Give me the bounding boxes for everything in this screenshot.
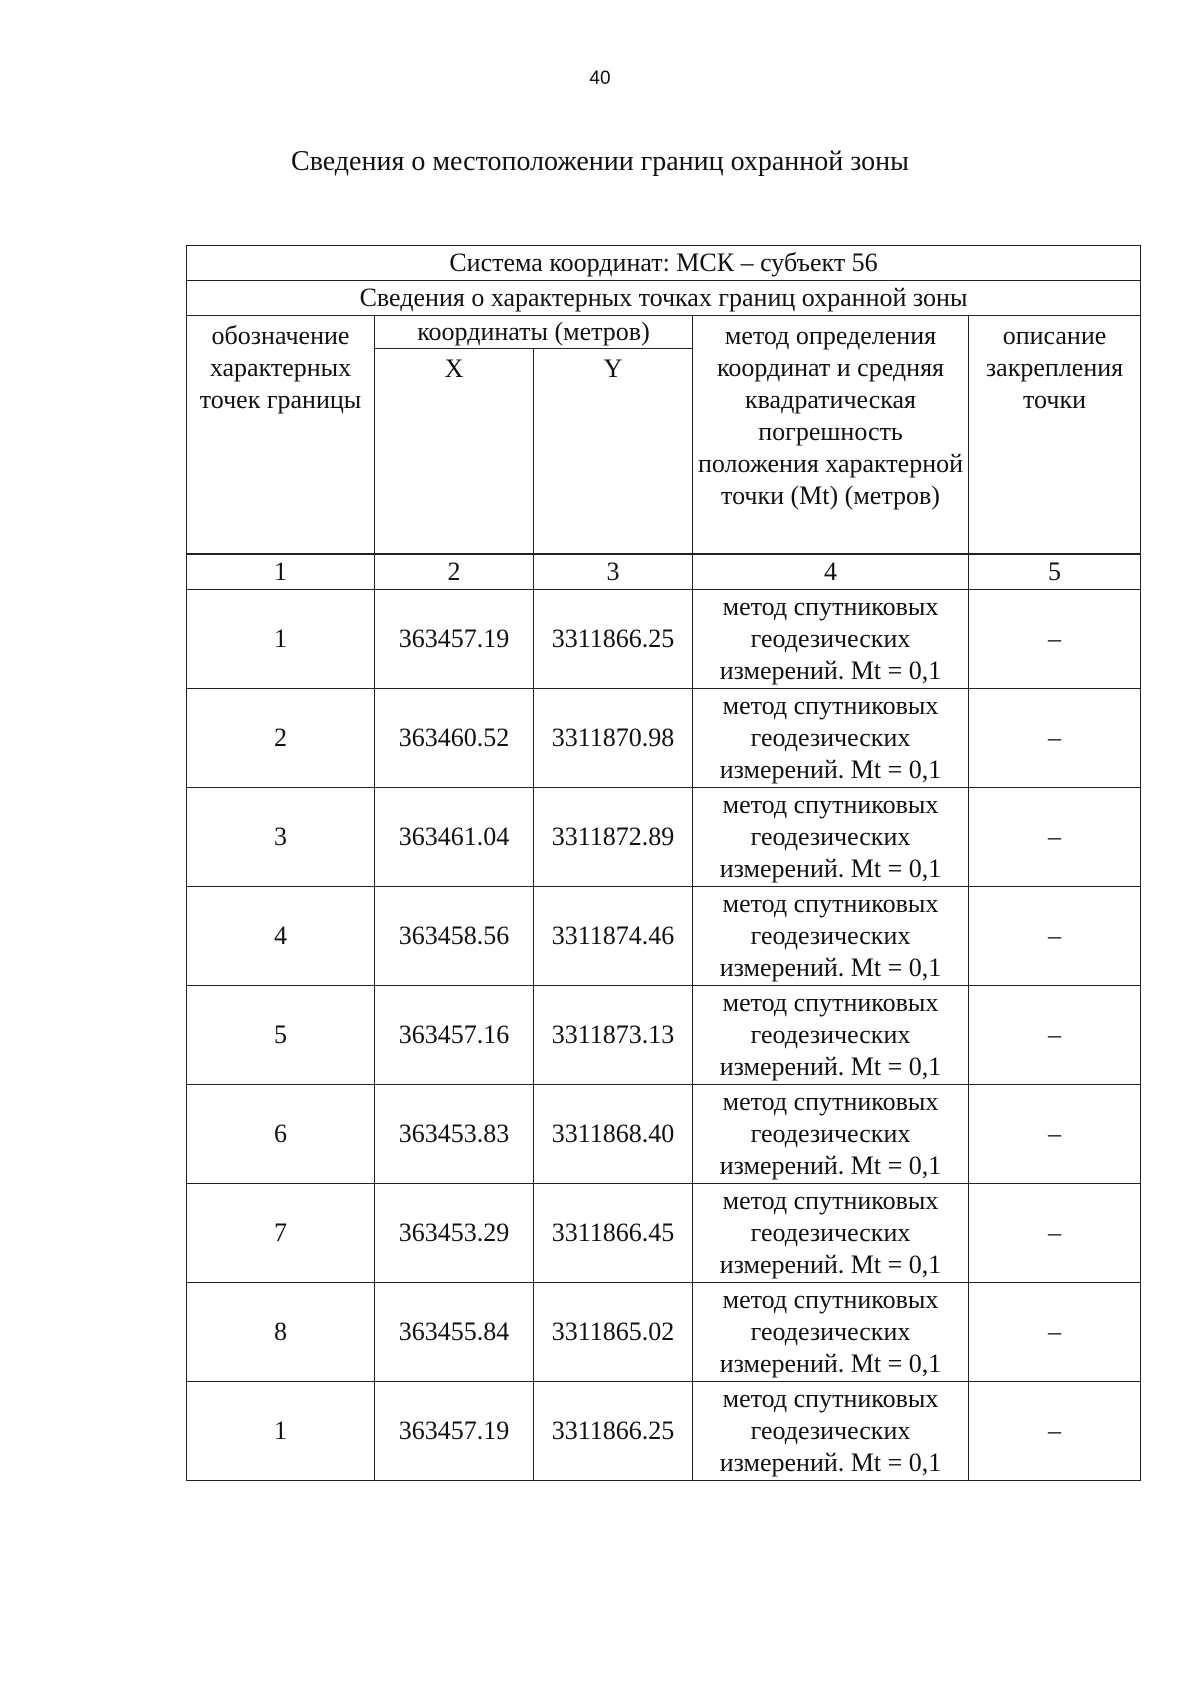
table-row <box>187 986 1141 1085</box>
table-row <box>187 590 1141 689</box>
method-cell: метод спутниковых геодезических измерений. Mt = 0,1 <box>693 1085 969 1184</box>
y-coordinate-cell: 3311866.25 <box>534 1382 693 1481</box>
y-coordinate-cell: 3311866.45 <box>534 1184 693 1283</box>
point-cell: 5 <box>187 986 375 1085</box>
column-numbers-row <box>187 554 1141 590</box>
fixing-description-cell: – <box>969 1085 1141 1184</box>
column-number: 3 <box>534 554 693 590</box>
table-row <box>187 1184 1141 1283</box>
coordinates-header: координаты (метров) <box>375 316 693 349</box>
y-coordinate-cell: 3311866.25 <box>534 590 693 689</box>
method-cell: метод спутниковых геодезических измерений. Mt = 0,1 <box>693 590 969 689</box>
point-cell: 1 <box>187 590 375 689</box>
table-row <box>187 1382 1141 1481</box>
column-number: 1 <box>187 554 375 590</box>
x-coordinate-cell: 363453.83 <box>375 1085 534 1184</box>
fixing-description-cell: – <box>969 1283 1141 1382</box>
y-header: Y <box>534 349 693 555</box>
method-cell: метод спутниковых геодезических измерений. Mt = 0,1 <box>693 1184 969 1283</box>
fixing-description-header: описание закрепления точки <box>969 316 1141 555</box>
method-cell: метод спутниковых геодезических измерений. Mt = 0,1 <box>693 689 969 788</box>
point-cell: 4 <box>187 887 375 986</box>
y-coordinate-cell: 3311873.13 <box>534 986 693 1085</box>
fixing-description-cell: – <box>969 986 1141 1085</box>
table-row <box>187 1283 1141 1382</box>
column-header-row <box>187 316 1141 349</box>
y-coordinate-cell: 3311865.02 <box>534 1283 693 1382</box>
y-coordinate-cell: 3311868.40 <box>534 1085 693 1184</box>
coordinate-system-cell: Система координат: МСК – субъект 56 <box>187 246 1141 281</box>
fixing-description-cell: – <box>969 590 1141 689</box>
table-row <box>187 1085 1141 1184</box>
fixing-description-cell: – <box>969 788 1141 887</box>
y-coordinate-cell: 3311870.98 <box>534 689 693 788</box>
column-number: 4 <box>693 554 969 590</box>
point-cell: 3 <box>187 788 375 887</box>
x-coordinate-cell: 363457.19 <box>375 590 534 689</box>
page-title: Сведения о местоположении границ охранной зоны <box>291 146 909 177</box>
method-cell: метод спутниковых геодезических измерений. Mt = 0,1 <box>693 1283 969 1382</box>
y-coordinate-cell: 3311874.46 <box>534 887 693 986</box>
point-cell: 8 <box>187 1283 375 1382</box>
section-header-row <box>187 281 1141 316</box>
point-cell: 1 <box>187 1382 375 1481</box>
x-coordinate-cell: 363455.84 <box>375 1283 534 1382</box>
point-cell: 6 <box>187 1085 375 1184</box>
method-cell: метод спутниковых геодезических измерений. Mt = 0,1 <box>693 986 969 1085</box>
point-cell: 7 <box>187 1184 375 1283</box>
point-designation-header: обозначение характерных точек границы <box>187 316 375 555</box>
fixing-description-cell: – <box>969 887 1141 986</box>
page-number: 40 <box>589 68 611 89</box>
fixing-description-cell: – <box>969 689 1141 788</box>
column-number: 2 <box>375 554 534 590</box>
x-coordinate-cell: 363453.29 <box>375 1184 534 1283</box>
x-header: X <box>375 349 534 555</box>
method-header: метод определения координат и средняя квадратическая погрешность положения характерной точки (Mt) (метров) <box>693 316 969 555</box>
y-coordinate-cell: 3311872.89 <box>534 788 693 887</box>
method-cell: метод спутниковых геодезических измерений. Mt = 0,1 <box>693 1382 969 1481</box>
method-cell: метод спутниковых геодезических измерений. Mt = 0,1 <box>693 788 969 887</box>
table-row <box>187 689 1141 788</box>
point-cell: 2 <box>187 689 375 788</box>
x-coordinate-cell: 363458.56 <box>375 887 534 986</box>
column-number: 5 <box>969 554 1141 590</box>
fixing-description-cell: – <box>969 1184 1141 1283</box>
method-cell: метод спутниковых геодезических измерений. Mt = 0,1 <box>693 887 969 986</box>
table-row <box>187 887 1141 986</box>
section-header-cell: Сведения о характерных точках границ охранной зоны <box>187 281 1141 316</box>
x-coordinate-cell: 363461.04 <box>375 788 534 887</box>
coordinates-table <box>186 245 1141 1481</box>
fixing-description-cell: – <box>969 1382 1141 1481</box>
x-coordinate-cell: 363457.19 <box>375 1382 534 1481</box>
system-header-row <box>187 246 1141 281</box>
table-row <box>187 788 1141 887</box>
x-coordinate-cell: 363457.16 <box>375 986 534 1085</box>
x-coordinate-cell: 363460.52 <box>375 689 534 788</box>
